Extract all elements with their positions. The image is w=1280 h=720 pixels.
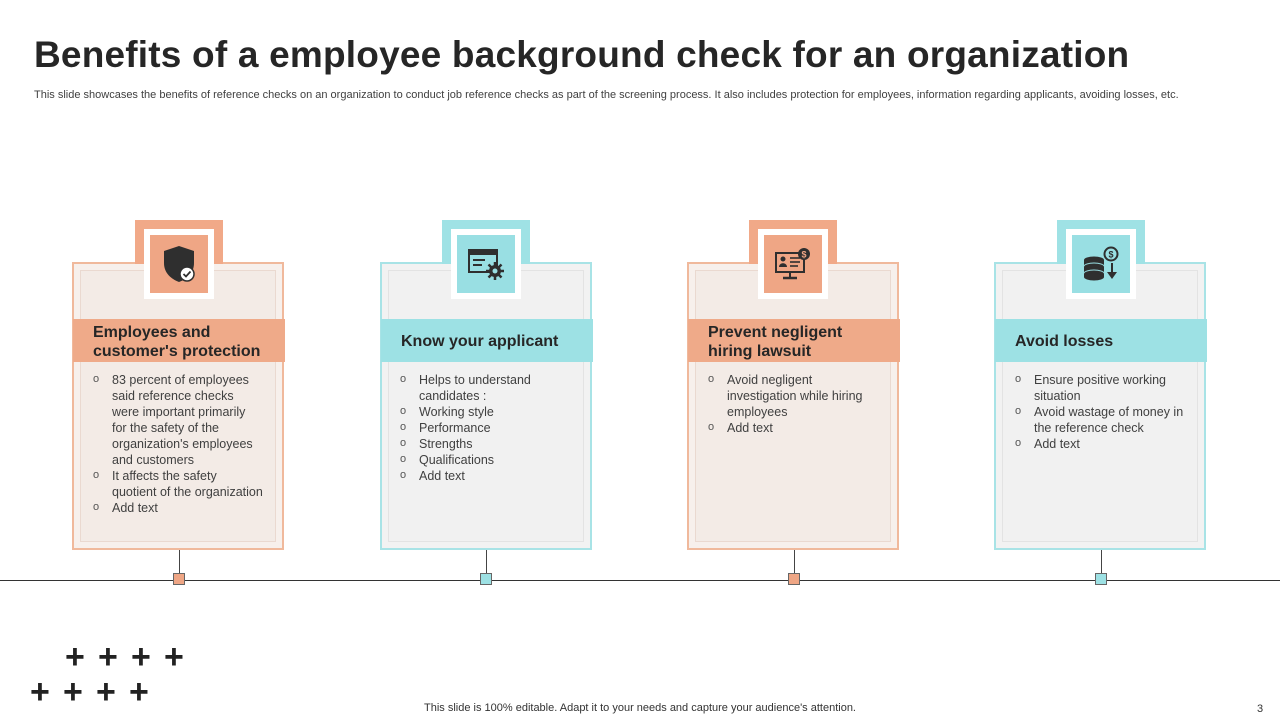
footer-note: This slide is 100% editable. Adapt it to your needs and capture your audience's attention. (424, 702, 856, 714)
list-item: o Working style (400, 404, 570, 420)
svg-text:$: $ (801, 249, 807, 260)
stem-3 (794, 550, 795, 573)
list-item: o Ensure positive working situation (1015, 372, 1187, 404)
stem-1 (179, 550, 180, 573)
list-item: o Avoid wastage of money in the reference check (1015, 404, 1187, 436)
browser-gear-icon (457, 235, 515, 293)
list-item: o Add text (93, 500, 263, 516)
monitor-profile-dollar-icon (764, 235, 822, 293)
plus-icon: + (129, 673, 149, 711)
list-item: o It affects the safety quotient of the organization (93, 468, 263, 500)
list-item: o Avoid negligent investigation while hiring employees (708, 372, 880, 420)
timeline-marker-3 (788, 573, 800, 585)
page-subtitle: This slide showcases the benefits of reference checks on an organization to conduct job reference checks as part of the screening process. It also includes protection for employees, information regarding applicants, avoiding losses, etc. (34, 89, 1179, 101)
card-bullets-1 (93, 372, 263, 516)
timeline-marker-4 (1095, 573, 1107, 585)
page-title: Benefits of a employee background check for an organization (34, 34, 1130, 75)
card-bullets-3 (708, 372, 880, 436)
plus-icon: + (164, 638, 184, 676)
plus-icon: + (63, 673, 83, 711)
card-bullets-4 (1015, 372, 1187, 452)
plus-icon: + (98, 638, 118, 676)
page-number: 3 (1257, 703, 1264, 715)
plus-icon: + (131, 638, 151, 676)
timeline-marker-1 (173, 573, 185, 585)
shield-check-icon (150, 235, 208, 293)
plus-icon: + (96, 673, 116, 711)
stem-2 (486, 550, 487, 573)
icon-frame-1 (144, 229, 214, 299)
list-item: o Add text (1015, 436, 1187, 452)
card-heading-4: Avoid losses (995, 319, 1207, 362)
timeline-marker-2 (480, 573, 492, 585)
coins-dollar-down-icon (1072, 235, 1130, 293)
card-heading-3: Prevent negligent hiring lawsuit (688, 319, 900, 362)
card-heading-1: Employees and customer's protection (73, 319, 285, 362)
icon-frame-3 (758, 229, 828, 299)
stem-4 (1101, 550, 1102, 573)
list-item: o Strengths (400, 436, 570, 452)
card-heading-2: Know your applicant (381, 319, 593, 362)
list-item: o Qualifications (400, 452, 570, 468)
list-item: o Helps to understand candidates : (400, 372, 570, 404)
list-item: o Performance (400, 420, 570, 436)
list-item: o 83 percent of employees said reference checks were important primarily for the safety of the organization's employees and customers (93, 372, 263, 468)
plus-icon: + (30, 673, 50, 711)
plus-icon: + (65, 638, 85, 676)
list-item: o Add text (708, 420, 880, 436)
svg-text:$: $ (1108, 249, 1114, 260)
icon-frame-4 (1066, 229, 1136, 299)
icon-frame-2 (451, 229, 521, 299)
list-item: o Add text (400, 468, 570, 484)
timeline-line (0, 580, 1280, 581)
card-bullets-2 (400, 372, 570, 484)
